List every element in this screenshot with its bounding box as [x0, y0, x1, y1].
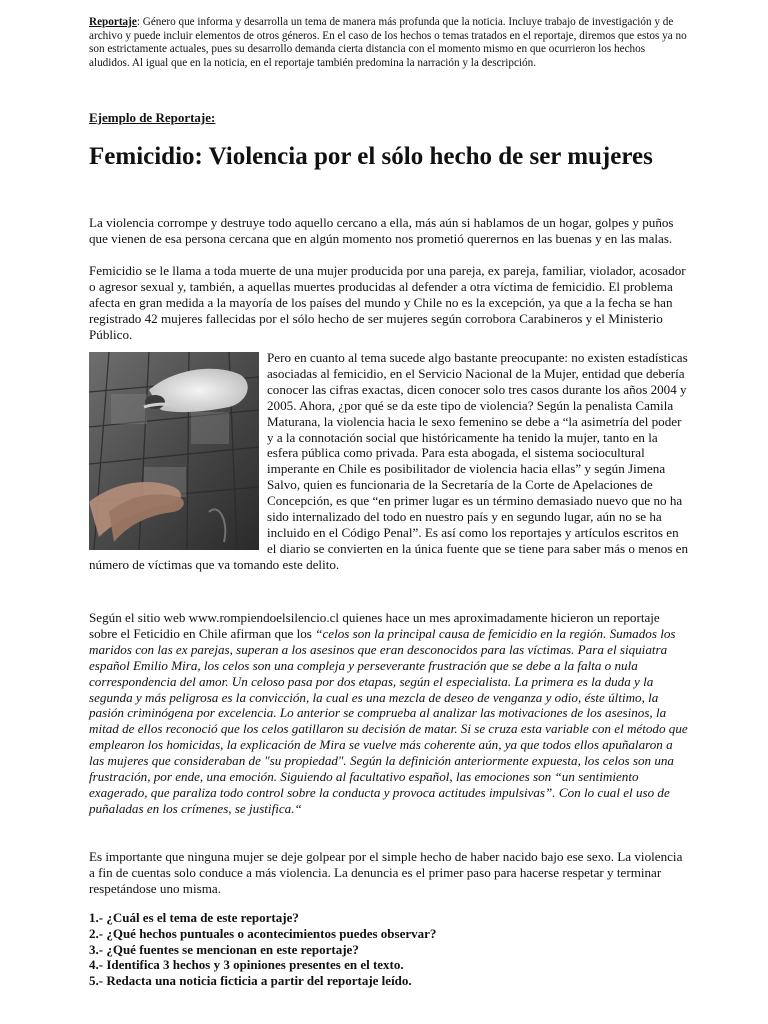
- article-paragraph-4-quote: “celos son la principal causa de femicidio en la región. Sumados los maridos con las ex parejas, superan a los asesinos que eran desconocidos para las víctimas. Para el siquiatra español Emilio Mira, los celos son una compleja y perseverante frustración que se debe a la falta o nula correspondencia del amor. Un celoso pasa por dos etapas, según el especialista. La primera es la duda y la segunda y más peligrosa es la convicción, la cual es una mezcla de deseo de venganza y odio, éste último, la pasión criminógena por excelencia. Lo anterior se comprueba al analizar las motivaciones de los asesinos, la mitad de ellos reconoció que los celos gatillaron su decisión de matar. Si se cruza esta variable con el método que emplearon los homicidas, la explicación de Mira se vuelve más coherente aún, ya que todos ellos apuñalaron a las mujeres que consideraban de "su propiedad". Según la definición anteriormente expuesta, los celos son una frustración, por ende, una emoción. Siguiendo al facultativo español, las emociones son “un sentimiento exagerado, que paraliza todo control sobre la conducta y provoca actitudes impulsivas”. Con lo cual el uso de puñaladas en los crímenes, se justifica.“: [89, 625, 688, 816]
- intro-text: : Género que informa y desarrolla un tema de manera más profunda que la noticia. Incluye trabajo de investigación y de archivo y puede incluir elementos de otros géneros. En el caso de los hechos o temas tratados en el reportaje, diremos que estos ya no son estrictamente actuales, pues su desarrollo demanda cierta distancia con el momento mismo en que ocurrieron los hechos aludidos. Al igual que en la noticia, en el reportaje también predomina la narración y la descripción.: [89, 16, 687, 69]
- article-photo: [89, 352, 259, 550]
- question-item: 1.- ¿Cuál es el tema de este reportaje?: [89, 910, 299, 925]
- article-photo-section: [89, 350, 689, 573]
- intro-definition: [89, 16, 687, 70]
- article-paragraph-3: Pero en cuanto al tema sucede algo bastante preocupante: no existen estadísticas asociadas al femicidio, en el Servicio Nacional de la Mujer, entidad que debería conocer las cifras exactas, dicen conocer solo tres casos durante los años 2004 y 2005. Ahora, ¿por qué se da este tipo de violencia? Según la penalista Camila Maturana, la violencia hacia le sexo femenino se debe a “la asimetría del poder y a la connotación social que históricamente ha tenido la mujer, tanto en la esfera pública como privada. Para esta abogada, el sistema sociocultural imperante en Chile es posibilitador de violencia hacia ellas” y según Jimena Salvo, quien es funcionaria de la Secretaría de la Corte de Apelaciones de Concepción, es que “en primer lugar es un término demasiado nuevo que no ha sido internalizado del todo en nuestro país y en segundo lugar, aún no se ha incluido en el Código Penal”. Es así como los reportajes y artículos escritos en el diario se convierten en la única fuente que se tiene para saber más o menos en número de víctimas que va tomando este delito.: [89, 350, 689, 572]
- question-list: [89, 910, 689, 989]
- question-item: 5.- Redacta una noticia ficticia a partir del reportaje leído.: [89, 973, 412, 989]
- article-paragraph-1: La violencia corrompe y destruye todo aquello cercano a ella, más aún si hablamos de un hogar, golpes y puños que vienen de esa persona cercana que en algún momento nos prometió querernos en las buenas y en las malas.: [89, 215, 674, 246]
- example-heading: Ejemplo de Reportaje:: [89, 110, 216, 125]
- question-item: 3.- ¿Qué fuentes se mencionan en este reportaje?: [89, 941, 359, 957]
- article-paragraph-4: [89, 610, 689, 817]
- article-paragraph-4-intro: Según el sitio web www.rompiendoelsilencio.cl quienes hace un mes aproximadamente hicieron un reportaje sobre el Feticidio en Chile afirman que los: [89, 610, 660, 641]
- intro-term: Reportaje: [89, 16, 137, 28]
- article-paragraph-5: Es importante que ninguna mujer se deje golpear por el simple hecho de haber nacido bajo ese sexo. La violencia a fin de cuentas solo conduce a más violencia. La denuncia es el primer paso para hacerse respetar y terminar respetándose uno misma.: [89, 849, 683, 896]
- article-title: Femicidio: Violencia por el sólo hecho de ser mujeres: [89, 143, 653, 170]
- article-paragraph-2: Femicidio se le llama a toda muerte de una mujer producida por una pareja, ex pareja, familiar, violador, acosador o agresor sexual y, también, a aquellas muertes producidas al defender a otra víctima de femicidio. El problema afecta en gran medida a la mayoría de los países del mundo y Chile no es la excepción, ya que a la fecha se han registrado 42 mujeres fallecidas por el sólo hecho de ser mujeres según corrobora Carabineros y el Ministerio Público.: [89, 263, 686, 342]
- question-item: 2.- ¿Qué hechos puntuales o acontecimientos puedes observar?: [89, 925, 437, 941]
- question-item: 4.- Identifica 3 hechos y 3 opiniones presentes en el texto.: [89, 957, 404, 973]
